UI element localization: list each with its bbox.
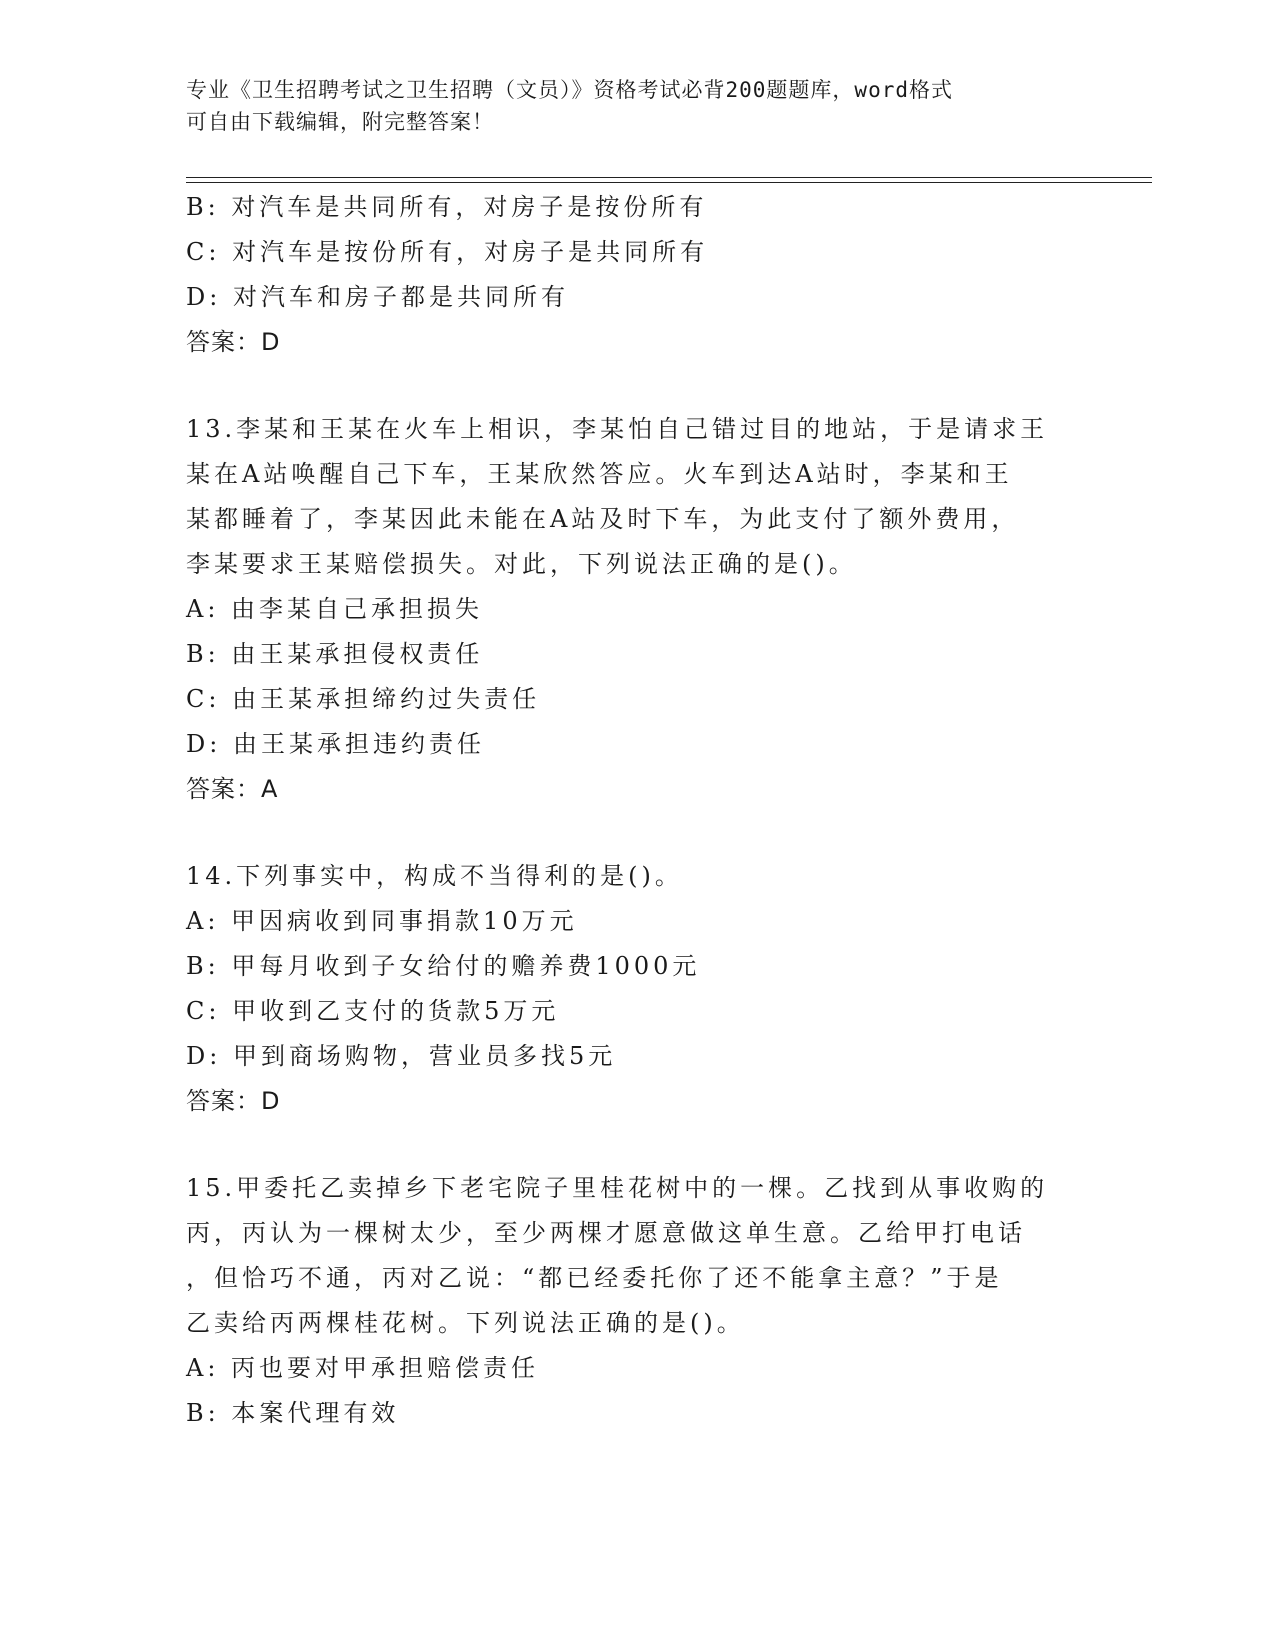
header-divider-bottom <box>186 182 1152 183</box>
question-stem-line: 李某要求王某赔偿损失。对此，下列说法正确的是()。 <box>186 550 857 578</box>
option-b: B: 由王某承担侵权责任 <box>186 640 484 668</box>
question-stem-line: 13.李某和王某在火车上相识，李某怕自己错过目的地站，于是请求王 <box>186 415 1049 443</box>
option-d: D: 对汽车和房子都是共同所有 <box>186 283 569 311</box>
question-13 <box>186 407 1086 812</box>
question-spacer <box>186 812 1086 854</box>
document-header <box>186 74 1086 138</box>
question-spacer <box>186 1124 1086 1166</box>
question-12-tail <box>186 185 1086 365</box>
answer-line: 答案：D <box>186 1087 281 1115</box>
question-stem-line: 某在A站唤醒自己下车，王某欣然答应。火车到达A站时，李某和王 <box>186 460 1013 488</box>
document-body <box>186 185 1086 1436</box>
option-c: C: 对汽车是按份所有，对房子是共同所有 <box>186 238 709 266</box>
header-title-line-1: 专业《卫生招聘考试之卫生招聘（文员）》资格考试必背200题题库，word格式 <box>186 78 953 102</box>
question-stem-line: 乙卖给丙两棵桂花树。下列说法正确的是()。 <box>186 1309 745 1337</box>
option-b: B: 对汽车是共同所有，对房子是按份所有 <box>186 193 708 221</box>
option-b: B: 本案代理有效 <box>186 1399 400 1427</box>
option-c: C: 甲收到乙支付的货款5万元 <box>186 997 560 1025</box>
question-spacer <box>186 365 1086 407</box>
option-a: A: 由李某自己承担损失 <box>186 595 484 623</box>
header-divider-top <box>186 177 1152 178</box>
question-stem-line: 丙，丙认为一棵树太少，至少两棵才愿意做这单生意。乙给甲打电话 <box>186 1219 1026 1247</box>
answer-line: 答案：A <box>186 775 279 803</box>
question-15 <box>186 1166 1086 1436</box>
question-stem: 14.下列事实中，构成不当得利的是()。 <box>186 862 683 890</box>
question-stem-line: ，但恰巧不通，丙对乙说：“都已经委托你了还不能拿主意？”于是 <box>186 1264 1003 1292</box>
option-a: A: 甲因病收到同事捐款10万元 <box>186 907 578 935</box>
header-title-line-2: 可自由下载编辑，附完整答案！ <box>186 110 494 134</box>
option-c: C: 由王某承担缔约过失责任 <box>186 685 541 713</box>
option-d: D: 由王某承担违约责任 <box>186 730 485 758</box>
question-14 <box>186 854 1086 1124</box>
option-a: A: 丙也要对甲承担赔偿责任 <box>186 1354 540 1382</box>
question-stem-line: 某都睡着了，李某因此未能在A站及时下车，为此支付了额外费用， <box>186 505 1020 533</box>
answer-line: 答案：D <box>186 328 281 356</box>
option-d: D: 甲到商场购物，营业员多找5元 <box>186 1042 617 1070</box>
question-stem-line: 15.甲委托乙卖掉乡下老宅院子里桂花树中的一棵。乙找到从事收购的 <box>186 1174 1049 1202</box>
option-b: B: 甲每月收到子女给付的赡养费1000元 <box>186 952 701 980</box>
